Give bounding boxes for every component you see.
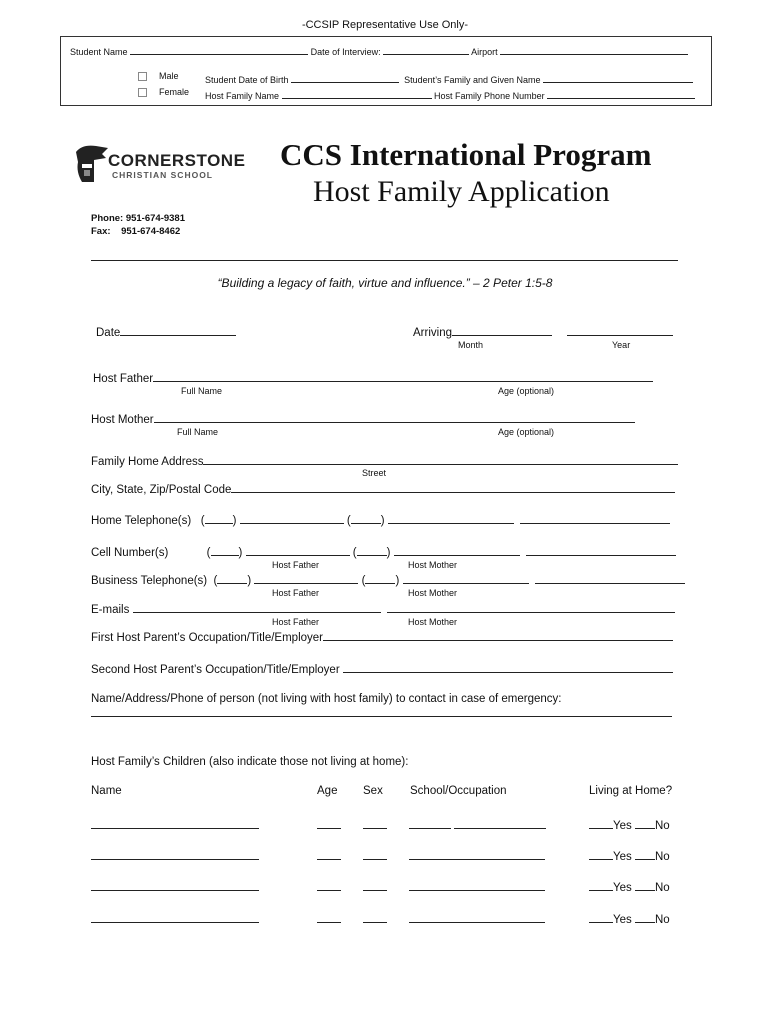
col-name-header: Name — [91, 785, 122, 797]
fax-number: 951-674-8462 — [121, 226, 181, 237]
year-caption: Year — [612, 340, 631, 350]
second-parent-occupation-label: Second Host Parent’s Occupation/Title/Employer — [91, 664, 340, 676]
arriving-label: Arriving — [413, 327, 452, 339]
business-area-code-2[interactable] — [365, 572, 395, 584]
col-age-header: Age — [317, 785, 338, 797]
child-living-at-home — [589, 848, 670, 863]
child-living-at-home — [589, 817, 670, 832]
airport-label: Airport — [471, 47, 498, 57]
paren-open: ( — [361, 575, 366, 587]
male-option[interactable] — [138, 71, 179, 81]
second-parent-occupation-field[interactable] — [343, 661, 673, 673]
child-living-at-home — [589, 879, 670, 894]
host-father-label: Host Father — [93, 373, 154, 385]
home-phone-2[interactable] — [388, 512, 514, 524]
host-father-row — [93, 370, 653, 385]
dob-row — [205, 71, 693, 85]
cell-numbers-label: Cell Number(s) — [91, 547, 169, 559]
emergency-contact-label: Name/Address/Phone of person (not living with host family) to contact in case of emergency: — [91, 693, 562, 705]
children-heading: Host Family’s Children (also indicate those not living at home): — [91, 756, 409, 768]
child-sex-field[interactable] — [363, 911, 387, 923]
family-home-address-field[interactable] — [203, 453, 678, 465]
yes-label: Yes — [613, 914, 632, 926]
child-name-field[interactable] — [91, 848, 259, 860]
female-option[interactable] — [138, 87, 189, 97]
knight-helmet-icon — [72, 142, 112, 188]
host-father-age-caption: Age (optional) — [498, 386, 555, 396]
paren-close: ) — [386, 547, 391, 559]
host-family-phone-label: Host Family Phone Number — [434, 91, 545, 101]
yes-field[interactable] — [589, 817, 613, 829]
emergency-contact-field[interactable] — [91, 716, 672, 717]
date-field[interactable] — [120, 324, 236, 336]
host-family-row — [205, 87, 695, 101]
paren-close: ) — [238, 547, 243, 559]
host-father-fullname-caption: Full Name — [181, 386, 223, 396]
date-of-interview-field[interactable] — [383, 43, 469, 55]
cell-mother-field[interactable] — [394, 544, 520, 556]
logo-name: CORNERSTONE — [108, 151, 246, 170]
child-name-field[interactable] — [91, 879, 259, 891]
female-label: Female — [159, 87, 190, 97]
no-field[interactable] — [635, 817, 655, 829]
cell-father-field[interactable] — [246, 544, 350, 556]
child-school-field[interactable] — [409, 848, 545, 860]
motto-quote: “Building a legacy of faith, virtue and influence.” – 2 Peter 1:5-8 — [217, 276, 553, 290]
host-mother-age-caption: Age (optional) — [498, 427, 555, 437]
child-school-field[interactable] — [409, 911, 545, 923]
business-telephone-label: Business Telephone(s) — [91, 575, 208, 587]
rep-use-title: -CCSIP Representative Use Only- — [301, 19, 469, 31]
school-logo — [72, 142, 246, 193]
yes-field[interactable] — [589, 879, 613, 891]
cell-extra-field[interactable] — [526, 544, 676, 556]
date-row — [96, 324, 236, 339]
female-checkbox[interactable] — [138, 88, 147, 97]
paren-open: ( — [200, 515, 205, 527]
col-school-header: School/Occupation — [410, 785, 507, 797]
cell-host-father-caption: Host Father — [272, 560, 320, 570]
first-parent-occupation-label: First Host Parent’s Occupation/Title/Employer — [91, 632, 323, 644]
cell-area-code-1[interactable] — [211, 544, 239, 556]
child-name-field[interactable] — [91, 817, 259, 829]
no-field[interactable] — [635, 911, 655, 923]
home-area-code-2[interactable] — [351, 512, 381, 524]
host-family-name-label: Host Family Name — [205, 91, 280, 101]
city-state-zip-field[interactable] — [231, 481, 675, 493]
host-mother-field[interactable] — [154, 411, 635, 423]
city-state-zip-label: City, State, Zip/Postal Code — [91, 484, 232, 496]
business-area-code-1[interactable] — [217, 572, 247, 584]
host-mother-fullname-caption: Full Name — [177, 427, 219, 437]
no-label: No — [654, 882, 670, 894]
child-school-field[interactable] — [409, 879, 545, 891]
student-dob-label: Student Date of Birth — [205, 75, 289, 85]
arriving-month-field[interactable] — [452, 324, 552, 336]
host-family-name-field[interactable] — [282, 87, 432, 99]
business-father-field[interactable] — [254, 572, 358, 584]
no-label: No — [654, 914, 670, 926]
yes-label: Yes — [613, 820, 632, 832]
phone-text: Phone: 951-674-9381 — [91, 213, 185, 224]
col-sex-header: Sex — [363, 785, 383, 797]
paren-close: ) — [232, 515, 237, 527]
street-caption: Street — [362, 468, 387, 478]
paren-open: ( — [346, 515, 351, 527]
airport-field[interactable] — [500, 43, 688, 55]
student-dob-field[interactable] — [291, 71, 399, 83]
month-caption: Month — [458, 340, 484, 350]
student-name-field[interactable] — [130, 43, 308, 55]
paren-close: ) — [247, 575, 252, 587]
home-telephone-row — [91, 512, 670, 527]
home-telephone-label: Home Telephone(s) — [91, 515, 192, 527]
paren-open: ( — [352, 547, 357, 559]
host-mother-row — [91, 411, 635, 426]
fax-label: Fax: — [91, 226, 111, 237]
business-mother-field[interactable] — [403, 572, 529, 584]
business-telephone-row — [91, 572, 685, 587]
city-row — [91, 481, 675, 496]
yes-field[interactable] — [589, 848, 613, 860]
col-living-header: Living at Home? — [589, 785, 673, 797]
child-school-field-a[interactable] — [409, 817, 451, 829]
child-age-field[interactable] — [317, 848, 341, 860]
date-label: Date — [96, 327, 121, 339]
paren-open: ( — [206, 547, 211, 559]
email-mother-field[interactable] — [387, 601, 675, 613]
cell-area-code-2[interactable] — [357, 544, 387, 556]
child-age-field[interactable] — [317, 879, 341, 891]
child-living-at-home — [589, 911, 670, 926]
yes-field[interactable] — [589, 911, 613, 923]
child-sex-field[interactable] — [363, 848, 387, 860]
no-label: No — [654, 851, 670, 863]
address-row — [91, 453, 678, 468]
student-family-name-label: Student’s Family and Given Name — [404, 75, 541, 85]
student-name-row — [70, 43, 688, 57]
logo-subtitle: CHRISTIAN SCHOOL — [112, 170, 213, 180]
first-parent-occupation-field[interactable] — [323, 629, 673, 641]
application-title: Host Family Application — [313, 175, 610, 208]
child-school-field-b[interactable] — [454, 817, 546, 829]
yes-label: Yes — [613, 851, 632, 863]
student-name-label: Student Name — [70, 47, 128, 57]
date-of-interview-label: Date of Interview: — [310, 47, 381, 57]
host-mother-label: Host Mother — [91, 414, 154, 426]
arriving-row — [413, 324, 673, 339]
male-label: Male — [159, 71, 179, 81]
family-home-address-label: Family Home Address — [91, 456, 204, 468]
child-sex-field[interactable] — [363, 817, 387, 829]
child-sex-field[interactable] — [363, 879, 387, 891]
first-parent-occupation-row — [91, 629, 673, 644]
emails-label: E-mails — [91, 604, 130, 616]
business-host-father-caption: Host Father — [272, 588, 320, 598]
paren-close: ) — [380, 515, 385, 527]
home-phone-3[interactable] — [520, 512, 670, 524]
student-family-name-field[interactable] — [543, 71, 693, 83]
email-father-field[interactable] — [133, 601, 381, 613]
email-host-mother-caption: Host Mother — [408, 617, 458, 627]
business-host-mother-caption: Host Mother — [408, 588, 458, 598]
yes-label: Yes — [613, 882, 632, 894]
no-label: No — [654, 820, 670, 832]
cell-numbers-row — [91, 544, 676, 559]
cell-host-mother-caption: Host Mother — [408, 560, 458, 570]
second-parent-occupation-row — [91, 661, 673, 676]
no-field[interactable] — [635, 879, 655, 891]
email-host-father-caption: Host Father — [272, 617, 320, 627]
business-extra-field[interactable] — [535, 572, 685, 584]
host-family-phone-field[interactable] — [547, 87, 695, 99]
home-phone-1[interactable] — [240, 512, 344, 524]
arriving-year-field[interactable] — [567, 324, 673, 336]
home-area-code-1[interactable] — [205, 512, 233, 524]
child-age-field[interactable] — [317, 911, 341, 923]
host-father-field[interactable] — [153, 370, 653, 382]
header-divider — [91, 260, 678, 261]
male-checkbox[interactable] — [138, 72, 147, 81]
child-age-field[interactable] — [317, 817, 341, 829]
fax-row — [91, 226, 180, 237]
emails-row — [91, 601, 675, 616]
child-name-field[interactable] — [91, 911, 259, 923]
program-title: CCS International Program — [280, 137, 652, 172]
paren-close: ) — [395, 575, 400, 587]
no-field[interactable] — [635, 848, 655, 860]
paren-open: ( — [213, 575, 218, 587]
